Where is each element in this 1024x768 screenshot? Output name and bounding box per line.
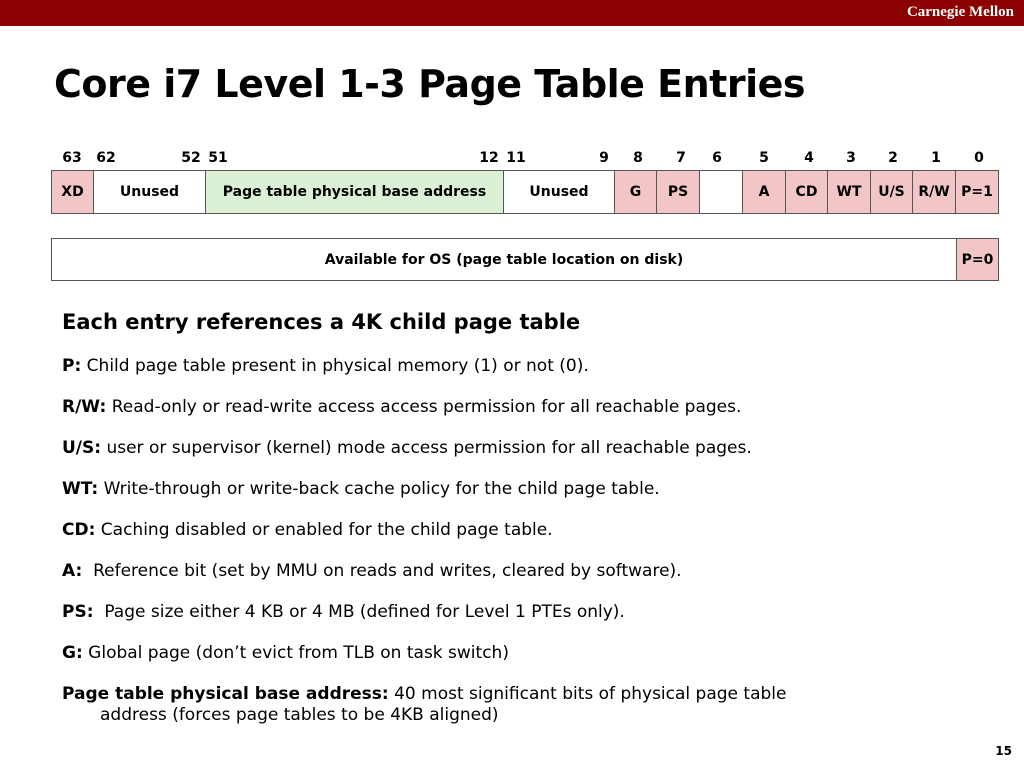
desc-text: Global page (don’t evict from TLB on task switch) <box>82 643 509 663</box>
field-unused-low: Unused <box>503 170 615 214</box>
field-bit6 <box>699 170 743 214</box>
field-p-present: P=1 <box>955 170 999 214</box>
page-number: 15 <box>995 744 1012 758</box>
desc-term: WT: <box>62 479 99 499</box>
desc-term: U/S: <box>62 438 102 458</box>
desc-g <box>62 643 982 664</box>
bit-label-6: 6 <box>712 150 722 166</box>
desc-ps <box>62 602 982 623</box>
bit-label-5: 5 <box>759 150 769 166</box>
desc-text: 40 most significant bits of physical page table <box>388 684 787 704</box>
bit-label-62: 62 <box>96 150 116 166</box>
field-base-address: Page table physical base address <box>205 170 504 214</box>
bit-label-9: 9 <box>599 150 609 166</box>
bit-label-3: 3 <box>846 150 856 166</box>
bit-label-11: 11 <box>506 150 526 166</box>
desc-term: R/W: <box>62 397 107 417</box>
desc-rw <box>62 397 982 418</box>
bit-label-63: 63 <box>62 150 82 166</box>
desc-term: P: <box>62 356 82 376</box>
desc-text: Write-through or write-back cache policy for the child page table. <box>98 479 660 499</box>
desc-cd <box>62 520 982 541</box>
desc-us <box>62 438 982 459</box>
desc-term: A: <box>62 561 83 581</box>
desc-wt <box>62 479 982 500</box>
field-rw: R/W <box>912 170 956 214</box>
field-p-absent: P=0 <box>956 238 999 281</box>
bit-label-52: 52 <box>181 150 201 166</box>
bit-label-12: 12 <box>479 150 499 166</box>
field-ps: PS <box>656 170 700 214</box>
desc-term: G: <box>62 643 83 663</box>
field-a: A <box>742 170 786 214</box>
field-xd: XD <box>51 170 94 214</box>
bit-label-8: 8 <box>633 150 643 166</box>
desc-text: Page size either 4 KB or 4 MB (defined for Level 1 PTEs only). <box>93 602 625 622</box>
desc-text: user or supervisor (kernel) mode access permission for all reachable pages. <box>101 438 752 458</box>
bit-label-7: 7 <box>676 150 686 166</box>
bit-label-51: 51 <box>208 150 228 166</box>
field-cd: CD <box>785 170 828 214</box>
field-unused-high: Unused <box>93 170 206 214</box>
bit-label-1: 1 <box>931 150 941 166</box>
bit-label-4: 4 <box>804 150 814 166</box>
field-g: G <box>614 170 657 214</box>
desc-a <box>62 561 982 582</box>
desc-continuation: address (forces page tables to be 4KB aligned) <box>100 705 499 725</box>
desc-term: CD: <box>62 520 96 540</box>
field-available-for-os: Available for OS (page table location on disk) <box>51 238 957 281</box>
bit-label-0: 0 <box>974 150 984 166</box>
desc-text: Read-only or read-write access access permission for all reachable pages. <box>106 397 742 417</box>
field-wt: WT <box>827 170 871 214</box>
desc-term: PS: <box>62 602 94 622</box>
page-title: Core i7 Level 1-3 Page Table Entries <box>54 62 805 106</box>
desc-text: Caching disabled or enabled for the child page table. <box>95 520 553 540</box>
desc-text: Child page table present in physical memory (1) or not (0). <box>81 356 589 376</box>
bit-label-2: 2 <box>888 150 898 166</box>
desc-p <box>62 356 982 377</box>
desc-term: Page table physical base address: <box>62 684 389 704</box>
desc-base-address <box>62 684 982 726</box>
desc-text: Reference bit (set by MMU on reads and writes, cleared by software). <box>82 561 682 581</box>
brand-name: Carnegie Mellon <box>906 4 1014 20</box>
field-us: U/S <box>870 170 913 214</box>
section-heading: Each entry references a 4K child page table <box>62 310 581 334</box>
top-bar <box>0 0 1024 26</box>
